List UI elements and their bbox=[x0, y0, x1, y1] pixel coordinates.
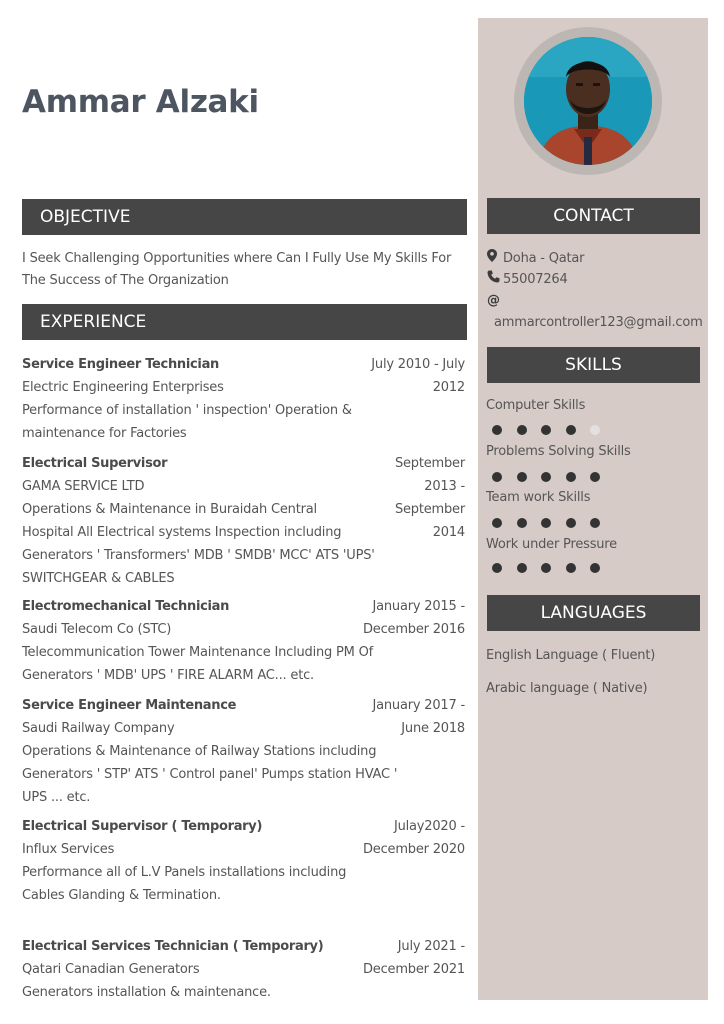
job-description-line: Telecommunication Tower Maintenance Including PM Of bbox=[22, 645, 374, 660]
company-name: Qatari Canadian Generators bbox=[22, 962, 200, 977]
rating-dot-filled bbox=[492, 518, 502, 528]
date-line: 2014 bbox=[432, 525, 465, 540]
rating-dot-filled bbox=[492, 425, 502, 435]
date-line: June 2018 bbox=[401, 721, 465, 736]
date-line: July 2021 - bbox=[397, 939, 465, 954]
rating-dot-filled bbox=[566, 518, 576, 528]
date-line: September bbox=[394, 502, 465, 517]
experience-entry bbox=[22, 595, 467, 687]
job-description-line: Generators ' STP' ATS ' Control panel' Pumps station HVAC ' bbox=[22, 767, 398, 782]
candidate-name: Ammar Alzaki bbox=[22, 84, 259, 120]
skill-name: Work under Pressure bbox=[486, 537, 617, 552]
job-description-line: Performance all of L.V Panels installations including bbox=[22, 865, 347, 880]
company-name: Saudi Railway Company bbox=[22, 721, 175, 736]
experience-entry bbox=[22, 815, 467, 907]
phone-icon bbox=[487, 270, 503, 290]
phone-text[interactable]: 55007264 bbox=[503, 272, 568, 287]
rating-dot-filled bbox=[492, 472, 502, 482]
experience-dates bbox=[345, 694, 465, 740]
date-line: Julay2020 - bbox=[393, 819, 465, 834]
job-title: Electromechanical Technician bbox=[22, 599, 230, 614]
language-item: English Language ( Fluent) bbox=[486, 648, 656, 663]
rating-dot-filled bbox=[590, 563, 600, 573]
job-description-line: Hospital All Electrical systems Inspection including bbox=[22, 525, 342, 540]
skill-name: Computer Skills bbox=[486, 398, 586, 413]
contact-phone bbox=[487, 270, 568, 290]
company-name: Electric Engineering Enterprises bbox=[22, 380, 224, 395]
skill-name: Problems Solving Skills bbox=[486, 444, 631, 459]
languages-heading: LANGUAGES bbox=[487, 595, 700, 631]
objective-line: The Success of The Organization bbox=[22, 273, 229, 288]
company-name: Saudi Telecom Co (STC) bbox=[22, 622, 172, 637]
date-line: January 2015 - bbox=[372, 599, 465, 614]
rating-dot-filled bbox=[517, 563, 527, 573]
date-line: 2012 bbox=[432, 380, 465, 395]
experience-dates bbox=[345, 452, 465, 544]
rating-dot-filled bbox=[517, 518, 527, 528]
job-description-line: Generators ' MDB' UPS ' FIRE ALARM AC... etc. bbox=[22, 668, 314, 683]
rating-dot-filled bbox=[590, 518, 600, 528]
rating-dot-filled bbox=[517, 425, 527, 435]
rating-dot-filled bbox=[566, 563, 576, 573]
profile-photo-frame bbox=[514, 27, 662, 175]
rating-dot-filled bbox=[590, 472, 600, 482]
job-description-line: UPS ... etc. bbox=[22, 790, 91, 805]
experience-dates bbox=[345, 595, 465, 641]
experience-entry bbox=[22, 353, 467, 445]
person-portrait-image bbox=[524, 37, 652, 165]
rating-dot-filled bbox=[492, 563, 502, 573]
rating-dot-filled bbox=[566, 425, 576, 435]
date-line: December 2021 bbox=[362, 962, 465, 977]
job-description-line: Operations & Maintenance in Buraidah Central bbox=[22, 502, 317, 517]
job-title: Electrical Supervisor ( Temporary) bbox=[22, 819, 263, 834]
job-description-line: SWITCHGEAR & CABLES bbox=[22, 571, 175, 586]
company-name: Influx Services bbox=[22, 842, 115, 857]
company-name: GAMA SERVICE LTD bbox=[22, 479, 145, 494]
date-line: July 2010 - July bbox=[371, 357, 465, 372]
contact-heading: CONTACT bbox=[487, 198, 700, 234]
profile-photo bbox=[524, 37, 652, 165]
experience-entry bbox=[22, 694, 467, 809]
rating-dot-filled bbox=[566, 472, 576, 482]
job-description-line: Generators ' Transformers' MDB ' SMDB' MCC' ATS 'UPS' bbox=[22, 548, 375, 563]
objective-heading: OBJECTIVE bbox=[22, 199, 467, 235]
experience-dates bbox=[345, 815, 465, 861]
language-item: Arabic language ( Native) bbox=[486, 681, 648, 696]
skills-heading: SKILLS bbox=[487, 347, 700, 383]
date-line: September bbox=[394, 456, 465, 471]
job-title: Service Engineer Maintenance bbox=[22, 698, 237, 713]
experience-heading: EXPERIENCE bbox=[22, 304, 467, 340]
job-title: Electrical Services Technician ( Temporary) bbox=[22, 939, 324, 954]
job-description-line: Generators installation & maintenance. bbox=[22, 985, 271, 1000]
experience-entry bbox=[22, 452, 467, 590]
rating-dot-empty bbox=[590, 425, 600, 435]
job-description-line: Performance of installation ' inspection' Operation & bbox=[22, 403, 352, 418]
date-line: December 2016 bbox=[362, 622, 465, 637]
email-link[interactable]: ammarcontroller123@gmail.com bbox=[494, 315, 703, 330]
date-line: 2013 - bbox=[424, 479, 465, 494]
at-icon: @ bbox=[487, 293, 500, 308]
rating-dot-filled bbox=[541, 518, 551, 528]
job-description-line: Operations & Maintenance of Railway Stations including bbox=[22, 744, 377, 759]
experience-dates bbox=[345, 353, 465, 399]
experience-entry bbox=[22, 935, 467, 1004]
job-title: Service Engineer Technician bbox=[22, 357, 220, 372]
rating-dot-filled bbox=[517, 472, 527, 482]
date-line: December 2020 bbox=[362, 842, 465, 857]
location-text: Doha - Qatar bbox=[503, 251, 585, 266]
objective-text bbox=[22, 248, 467, 292]
job-description-line: Cables Glanding & Termination. bbox=[22, 888, 221, 903]
skill-name: Team work Skills bbox=[486, 490, 591, 505]
rating-dot-filled bbox=[541, 563, 551, 573]
location-pin-icon bbox=[487, 249, 503, 269]
job-description-line: maintenance for Factories bbox=[22, 426, 187, 441]
rating-dot-filled bbox=[541, 425, 551, 435]
contact-location bbox=[487, 249, 584, 269]
experience-dates bbox=[345, 935, 465, 981]
rating-dot-filled bbox=[541, 472, 551, 482]
job-title: Electrical Supervisor bbox=[22, 456, 168, 471]
objective-line: I Seek Challenging Opportunities where Can I Fully Use My Skills For bbox=[22, 251, 452, 266]
date-line: January 2017 - bbox=[372, 698, 465, 713]
